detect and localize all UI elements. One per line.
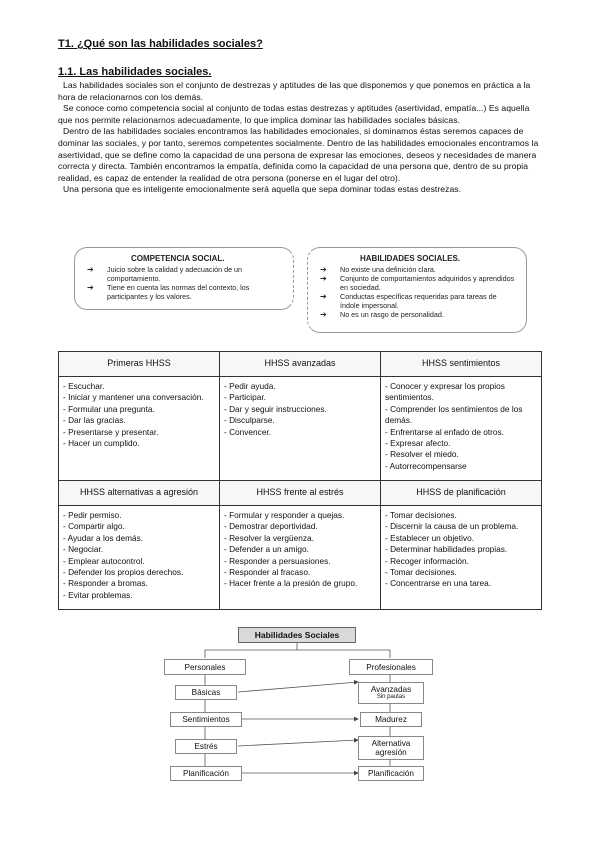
arrow-right-icon: ➔ <box>320 274 327 283</box>
arrow-right-icon: ➔ <box>320 265 327 274</box>
connector-arrow <box>238 740 358 746</box>
hhss-table <box>58 351 542 610</box>
diagram-node-avanzadas: Avanzadas Sin pautas <box>358 682 424 704</box>
list-item: - Dar y seguir instrucciones. <box>224 403 327 414</box>
box-item: ➔ Conductas específicas requeridas para tareas de índole impersonal. <box>320 292 497 310</box>
list-item: - Recoger información. <box>385 555 469 566</box>
list-item: - Presentarse y presentar. <box>63 426 159 437</box>
box-item: ➔ Juicio sobre la calidad y adecuación de un comportamiento. <box>87 265 243 283</box>
paragraph: Una persona que es inteligente emocionalmente será aquella que sepa dominar todas estas destrezas. <box>63 184 462 195</box>
list-item: - Pedir ayuda. <box>224 381 276 391</box>
list-item: - Enfrentarse al enfado de otros. <box>385 426 504 437</box>
competencia-social-box <box>74 247 294 310</box>
diagram-root-node: Habilidades Sociales <box>238 627 356 643</box>
list-item: - Pedir permiso. <box>63 510 122 520</box>
habilidades-sociales-box <box>307 247 527 333</box>
section-title: 1.1. Las habilidades sociales. <box>58 66 212 78</box>
table-cell <box>59 506 220 610</box>
list-item: - Resolver la vergüenza. <box>224 532 314 543</box>
arrow-right-icon: ➔ <box>320 292 327 301</box>
table-cell <box>59 377 220 481</box>
table-cell <box>220 506 381 610</box>
box-title: HABILIDADES SOCIALES. <box>360 254 461 263</box>
diagram-node-profesionales: Profesionales <box>349 659 433 675</box>
paragraph: Las habilidades sociales son el conjunto de destrezas y aptitudes de las que disponemos y que ponemos en práctica a la hora de relacionarnos con los demás. <box>58 80 531 102</box>
table-cell <box>381 506 542 610</box>
list-item: - Conocer y expresar los propios sentimientos. <box>385 381 505 403</box>
list-item: - Demostrar deportividad. <box>224 521 318 532</box>
connector-line <box>205 642 297 658</box>
list-item: - Dar las gracias. <box>63 415 126 426</box>
column-header: HHSS sentimientos <box>381 352 542 377</box>
column-header: HHSS alternativas a agresión <box>59 481 220 506</box>
arrow-right-icon: ➔ <box>87 283 94 292</box>
table-cell <box>381 377 542 481</box>
list-item: - Resolver el miedo. <box>385 449 459 460</box>
diagram-node-alternativa: Alternativa agresión <box>358 736 424 760</box>
table-cell <box>220 377 381 481</box>
list-item: - Participar. <box>224 392 266 403</box>
list-item: - Establecer un objetivo. <box>385 532 475 543</box>
connector-line <box>297 650 390 658</box>
list-item: - Iniciar y mantener una conversación. <box>63 392 204 403</box>
list-item: - Emplear autocontrol. <box>63 555 145 566</box>
list-item: - Negociar. <box>63 544 104 555</box>
diagram-node-personales: Personales <box>164 659 246 675</box>
list-item: - Defender los propios derechos. <box>63 567 184 578</box>
diagram-node-planificacion: Planificación <box>170 766 242 781</box>
list-item: - Autorrecompensarse <box>385 460 467 471</box>
list-item: - Expresar afecto. <box>385 438 451 449</box>
list-item: - Compartir algo. <box>63 521 125 532</box>
list-item: - Tomar decisiones. <box>385 510 457 520</box>
diagram-node-basicas: Básicas <box>175 685 237 700</box>
table-header-row <box>59 481 542 506</box>
box-item: ➔ No es un rasgo de personalidad. <box>320 310 444 319</box>
column-header: HHSS avanzadas <box>220 352 381 377</box>
list-item: - Concentrarse en una tarea. <box>385 578 492 589</box>
list-item: - Responder al fracaso. <box>224 567 311 578</box>
list-item: - Ayudar a los demás. <box>63 532 144 543</box>
table-row <box>59 377 542 481</box>
list-item: - Hacer frente a la presión de grupo. <box>224 578 358 589</box>
arrow-right-icon: ➔ <box>320 310 327 319</box>
diagram-node-madurez: Madurez <box>360 712 422 727</box>
list-item: - Comprender los sentimientos de los demás. <box>385 403 523 426</box>
list-item: - Defender a un amigo. <box>224 544 309 555</box>
box-item: ➔ No existe una definición clara. <box>320 265 436 274</box>
list-item: - Convencer. <box>224 426 272 437</box>
diagram-node-sentimientos: Sentimientos <box>170 712 242 727</box>
list-item: - Evitar problemas. <box>63 589 133 600</box>
table-header-row <box>59 352 542 377</box>
list-item: - Formular una pregunta. <box>63 403 155 414</box>
page-title: T1. ¿Qué son las habilidades sociales? <box>58 38 263 50</box>
box-item: ➔ Tiene en cuenta las normas del contexto, los participantes y los valores. <box>87 283 250 301</box>
table-row <box>59 506 542 610</box>
list-item: - Formular y responder a quejas. <box>224 510 345 520</box>
list-item: - Escuchar. <box>63 381 105 391</box>
list-item: - Responder a persuasiones. <box>224 555 331 566</box>
paragraph: Dentro de las habilidades sociales encontramos las habilidades emocionales, si dominamos éstas seremos capaces de dominar las sociales, y por tanto, seremos competentes socialmente. Dentro de las habilidades emocionales encontramos la asertividad, que se define como la capacidad de una persona de expresar las emociones, deseos y necesidades de manera correcta y directa. También encontramos la empatía, definida como la capacidad de una persona que, dentro de su propia realidad, es capaz de entender la realidad de otra persona (ponerse en el lugar del otro). <box>58 126 539 183</box>
list-item: - Responder a bromas. <box>63 578 148 589</box>
diagram-node-estres: Estrés <box>175 739 237 754</box>
list-item: - Disculparse. <box>224 415 275 426</box>
connector-arrow <box>238 682 358 692</box>
list-item: - Discernir la causa de un problema. <box>385 521 519 532</box>
body-text <box>58 80 544 196</box>
column-header: HHSS de planificación <box>381 481 542 506</box>
diagram-node-planificacion-prof: Planificación <box>358 766 424 781</box>
column-header: HHSS frente al estrés <box>220 481 381 506</box>
box-item: ➔ Conjunto de comportamientos adquiridos y aprendidos en sociedad. <box>320 274 515 292</box>
column-header: Primeras HHSS <box>59 352 220 377</box>
list-item: - Tomar decisiones. <box>385 567 457 578</box>
list-item: - Determinar habilidades propias. <box>385 544 508 555</box>
paragraph: Se conoce como competencia social al conjunto de todas estas destrezas y aptitudes (asertividad, empatía...) Es aquella que nos permite relacionarnos adecuadamente, lo que implica dominar las habilidades sociales básicas. <box>58 103 530 125</box>
box-title: COMPETENCIA SOCIAL. <box>131 254 225 263</box>
arrow-right-icon: ➔ <box>87 265 94 274</box>
list-item: - Hacer un cumplido. <box>63 438 140 449</box>
